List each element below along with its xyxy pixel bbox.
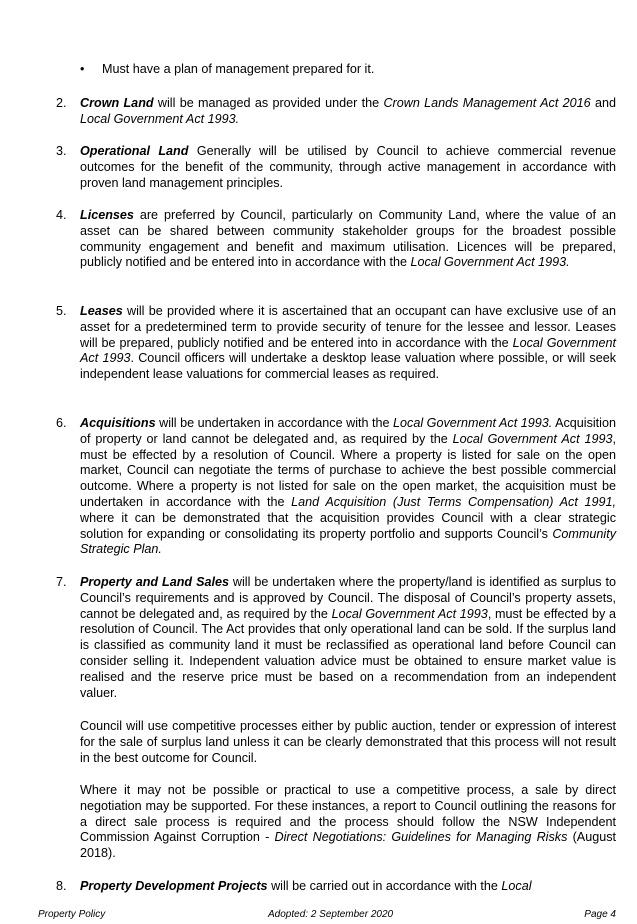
italic-reference: Local Government Act 1993 (80, 335, 616, 366)
italic-reference: Local (501, 879, 532, 893)
italic-reference: Local Government Act 1993 (331, 606, 488, 621)
footer-title: Property Policy (38, 909, 106, 920)
bullet-text: Must have a plan of management prepared for it. (102, 62, 375, 76)
body-text: (August 2018). (80, 830, 617, 861)
item-property-land-sales (56, 575, 617, 701)
body-text: will be carried out in accordance with the (267, 879, 502, 893)
item-body (80, 879, 532, 893)
item-body (80, 208, 616, 269)
item-heading: Acquisitions (80, 416, 156, 430)
italic-reference: Local Government Act 1993. (80, 111, 240, 126)
item-body (80, 144, 616, 190)
item-number: 2. (56, 96, 67, 110)
body-text: where it can be demonstrated that the acquisition provides Council with a clear strategic solution for expanding or consolidating its property portfolio and supports Council’s (80, 510, 616, 541)
item-body (80, 416, 616, 556)
item-heading: Leases (80, 304, 123, 318)
item-heading: Operational Land (80, 144, 189, 158)
item-crown-land (56, 96, 616, 128)
item-heading: Licenses (80, 208, 134, 222)
item-number: 4. (56, 208, 67, 222)
italic-reference: Land Acquisition (Just Terms Compensation) Act 1991, (291, 494, 617, 509)
body-text: Acquisition of property or land cannot be delegated and, as required by the (80, 416, 616, 446)
footer-adopted-date: Adopted: 2 September 2020 (268, 909, 394, 920)
body-text: , must be effected by a resolution of Council. The Act provides that only operational land can be sold. If the surplus land is classified as community land it must be reclassified as operational land before Council can consider selling it. Independent valuation advice must be obtained to ensure market value is realised and the reserve price must be based on a recommendation from an independent valuer. (80, 606, 616, 700)
item-body (80, 719, 616, 765)
item-operational-land (56, 144, 617, 191)
item-acquisitions (56, 416, 617, 558)
bullet-icon: • (80, 62, 85, 76)
italic-reference: Local Government Act 1993. (393, 416, 553, 430)
body-text: will be provided where it is ascertained that an occupant can have exclusive use of an asset for a predetermined term to provide security of tenure for the lessee and lessor. Leases will be prepared, publicly notified and be entered into in accordance with the (80, 304, 616, 350)
page-footer (38, 908, 616, 922)
body-text: Generally will be utilised by Council to achieve commercial revenue outcomes for the benefit of the community, through active management in accordance with proven land management principles. (80, 144, 617, 190)
item-licenses (56, 208, 616, 271)
body-text: will be undertaken where the property/land is identified as surplus to Council’s requirements and is approved by Council. The disposal of Council’s property assets, cannot be delegated and, as required by the (80, 575, 617, 621)
item-body (80, 96, 616, 126)
body-text: are preferred by Council, particularly on Community Land, where the value of an asset can be shared between community stakeholder groups for the broadest possible community engagement and benefit and maximum utilisation. Licences will be prepared, publicly notified and be entered into in accordance with the (80, 208, 616, 270)
italic-reference: Local Government Act 1993. (410, 255, 570, 270)
body-text: Council will use competitive processes either by public auction, tender or expression of interest for the sale of surplus land unless it can be clearly demonstrated that this process will not result in the best outcome for Council. (80, 719, 616, 765)
body-text: will be managed as provided under the (153, 96, 384, 110)
item-leases (56, 304, 616, 383)
italic-reference: Direct Negotiations: Guidelines for Managing Risks (274, 830, 568, 845)
bullet-item (80, 62, 602, 78)
item-body (80, 304, 616, 381)
item-number: 8. (56, 879, 67, 893)
item-number: 6. (56, 416, 67, 430)
item-number: 5. (56, 304, 67, 318)
item-body (80, 783, 616, 860)
paragraph-competitive-processes (80, 719, 616, 766)
body-text: will be undertaken in accordance with the (155, 416, 394, 430)
item-heading: Property Development Projects (80, 879, 268, 893)
body-text: and (590, 96, 616, 110)
footer-page-number: Page 4 (584, 909, 616, 920)
item-number: 3. (56, 144, 67, 158)
item-body (80, 575, 616, 700)
item-number: 7. (56, 575, 67, 589)
body-text: , must be effected by a resolution of Council. Where a property is listed for sale on the open market, Council can negotiate the terms of purchase to achieve the best possible commercial outcome. Where a property is not listed for sale on the open market, the acquisition must be undertaken in accordance with the (80, 431, 616, 509)
body-text: . Council officers will undertake a desktop lease valuation where possible, or will seek independent lease valuations for commercial leases as required. (80, 351, 616, 382)
italic-reference: Crown Lands Management Act 2016 (383, 96, 591, 110)
italic-reference: Community Strategic Plan. (80, 526, 616, 557)
item-heading: Crown Land (80, 96, 154, 110)
paragraph-direct-negotiation (80, 783, 616, 862)
item-heading: Property and Land Sales (80, 575, 229, 589)
italic-reference: Local Government Act 1993 (452, 431, 613, 446)
body-text: Where it may not be possible or practical to use a competitive process, a sale by direct negotiation may be supported. For these instances, a report to Council outlining the reasons for a direct sale process is required and the process should follow the NSW Independent Commission Against Corruption - (80, 783, 616, 845)
item-property-development (56, 879, 616, 895)
